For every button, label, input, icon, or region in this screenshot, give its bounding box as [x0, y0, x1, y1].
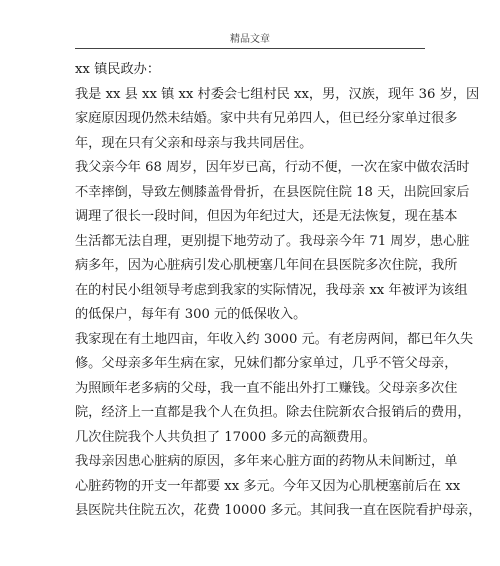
paragraph-3	[75, 328, 474, 451]
paragraph-line: 病多年，因为心脏病引发心肌梗塞几年间在县医院多次住院，我所	[75, 258, 458, 273]
paragraph-line: 几次住院我个人共负担了 17000 多元的高额费用。	[75, 429, 376, 445]
header-divider	[75, 48, 425, 49]
letter-body	[75, 58, 482, 524]
paragraph-line: 我家现在有土地四亩，年收入约 3000 元。有老房两间，都已年久失	[75, 331, 474, 347]
paragraph-line: 院，经济上一直都是我个人在负担。除去住院新农合报销后的费用，	[75, 405, 471, 420]
paragraph-1	[75, 83, 480, 157]
paragraph-2	[75, 156, 470, 328]
paragraph-line: 修。父母亲多年生病在家，兄妹们都分家单过，几乎不管父母亲，	[75, 356, 458, 371]
paragraph-line: 调理了很长一段时间，但因为年纪过大，还是无法恢复，现在基本	[75, 209, 458, 224]
paragraph-line: 我父亲今年 68 周岁，因年岁已高，行动不便，一次在家中做农活时	[75, 160, 470, 175]
paragraph-line: 家庭原因现仍然未结婚。家中共有兄弟四人，但已经分家单过很多	[75, 111, 458, 126]
paragraph-line: 的低保户，每年有 300 元的低保收入。	[75, 307, 307, 322]
page-header-title: 精品文章	[230, 34, 270, 45]
paragraph-line: 在的村民小组领导考虑到我家的实际情况，我母亲 xx 年被评为该组	[75, 282, 468, 298]
paragraph-line: 心脏药物的开支一年都要 xx 多元。今年又因为心肌梗塞前后在 xx	[75, 478, 461, 494]
paragraph-line: 我母亲因患心脏病的原因，多年来心脏方面的药物从未间断过，单	[75, 454, 458, 469]
paragraph-line: 为照顾年老多病的父母，我一直不能出外打工赚钱。父母亲多次住	[75, 380, 458, 396]
paragraph-line: 我是 xx 县 xx 镇 xx 村委会七组村民 xx，男，汉族，现年 36 岁，因	[75, 86, 480, 102]
paragraph-line: 不幸摔倒，导致左侧膝盖骨骨折，在县医院住院 18 天，出院回家后	[75, 184, 470, 200]
paragraph-line: 年，现在只有父亲和母亲与我共同居住。	[75, 135, 313, 151]
salutation: xx 镇民政办：	[75, 62, 161, 77]
paragraph-line: 县医院共住院五次，花费 10000 多元。其间我一直在医院看护母亲，	[75, 503, 482, 518]
paragraph-4	[75, 450, 482, 524]
paragraph-line: 生活都无法自理，更别提下地劳动了。我母亲今年 71 周岁，患心脏	[75, 233, 470, 249]
